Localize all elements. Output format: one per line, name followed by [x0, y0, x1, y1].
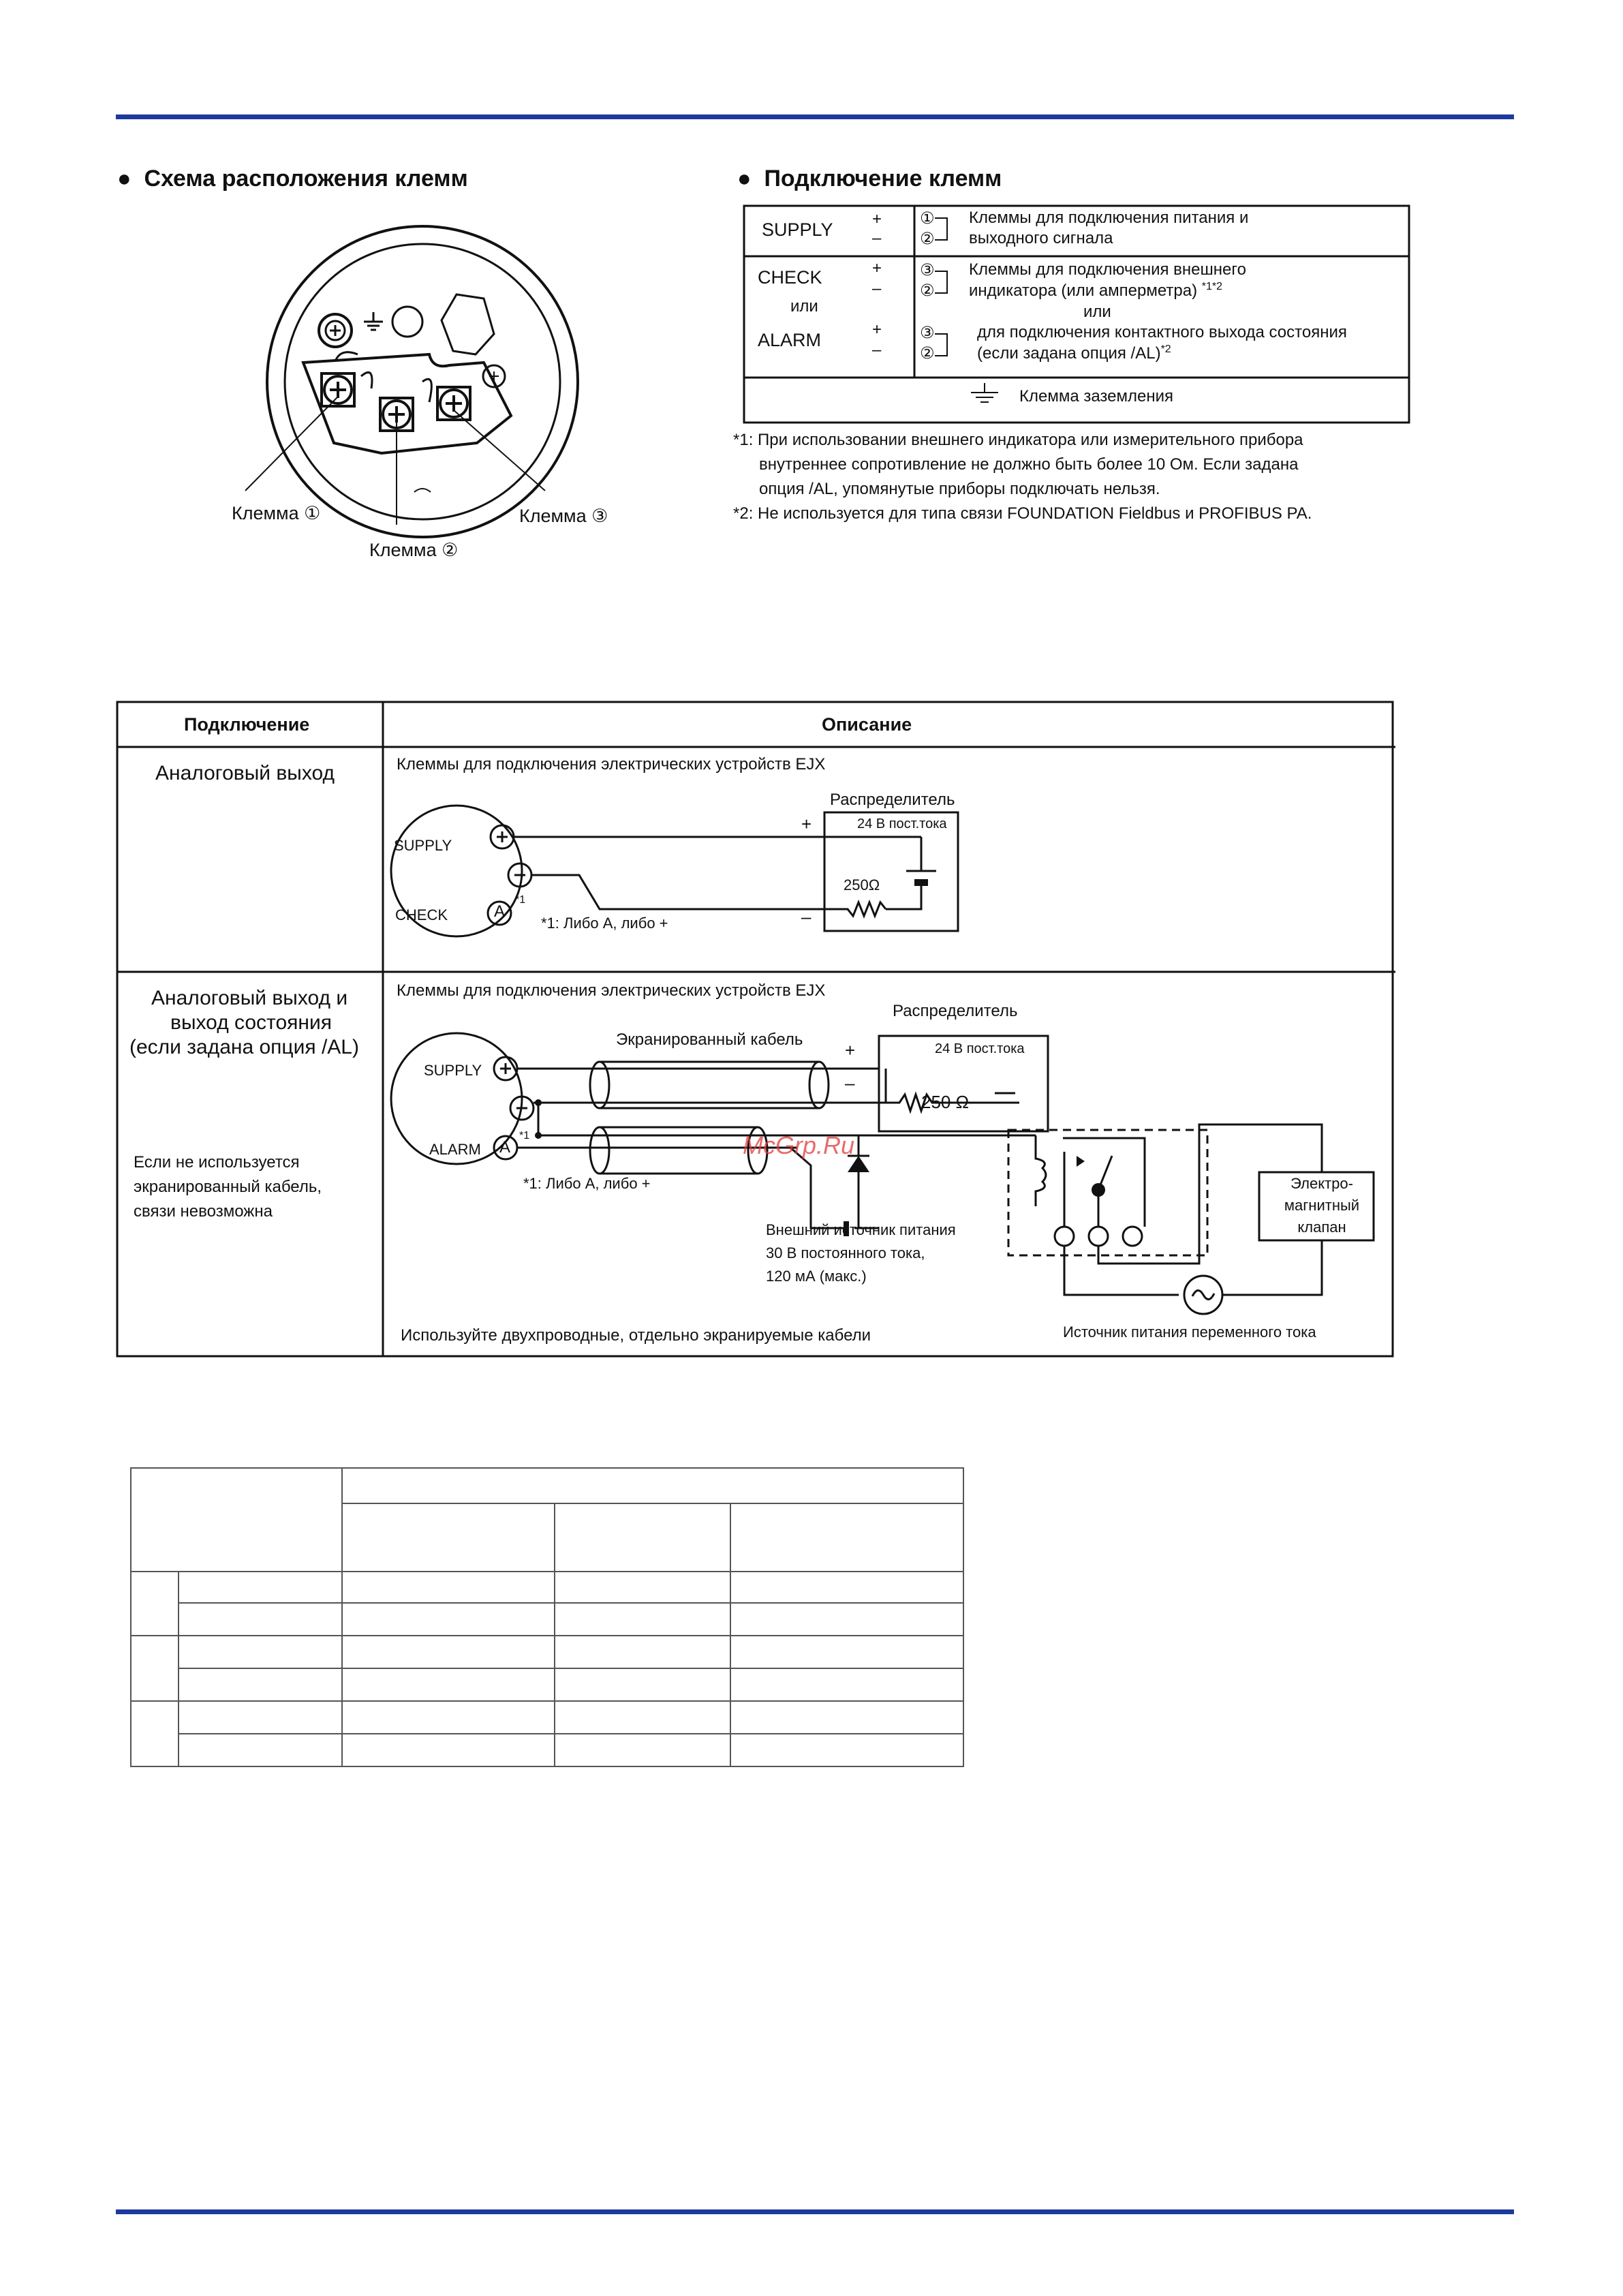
check-desc-1: Клеммы для подключения внешнего: [969, 260, 1246, 279]
top-rule: [116, 114, 1514, 119]
terminal-2-label: Клемма ②: [369, 540, 459, 560]
alarm-desc-1: для подключения контактного выхода состояния: [977, 323, 1347, 341]
row1-note: *1: Либо А, либо +: [541, 915, 668, 932]
layout-section-title: ● Схема расположения клемм: [117, 166, 468, 192]
alarm-plus: +: [872, 320, 882, 339]
supply-desc-1: Клеммы для подключения питания и: [969, 209, 1249, 227]
row2-a-label: A: [499, 1138, 511, 1157]
terminal-1-screw-icon: [322, 373, 354, 406]
row1-supply-label: SUPPLY: [394, 837, 452, 854]
note-2: *2: Не используется для типа связи FOUNDATION Fieldbus и PROFIBUS PA.: [733, 504, 1312, 523]
check-label: CHECK: [758, 267, 822, 288]
alarm-minus: –: [872, 341, 882, 359]
row2-connection-3: (если задана опция /AL): [129, 1036, 359, 1058]
note-1-line-3: опция /AL, упомянутые приборы подключать нельзя.: [759, 480, 1160, 498]
row1-check-label: CHECK: [395, 906, 448, 923]
bottom-rule: [116, 2209, 1514, 2214]
check-or-label: или: [790, 297, 818, 316]
check-terminal-2: ②: [920, 281, 935, 300]
header-description: Описание: [822, 714, 912, 735]
row2-voltage: 24 В пост.тока: [935, 1041, 1025, 1056]
note-1-line-2: внутреннее сопротивление не должно быть более 10 Ом. Если задана: [759, 455, 1299, 474]
empty-grid-table: [129, 1467, 968, 1769]
supply-terminal-2: ②: [920, 230, 935, 248]
ac-source-label: Источник питания переменного тока: [1063, 1323, 1316, 1341]
ground-icon: [971, 383, 998, 402]
row1-resistor: 250Ω: [844, 876, 880, 893]
row1-distributor: Распределитель: [830, 791, 955, 809]
check-terminal-3: ③: [920, 261, 935, 279]
row2-ext-supply-2: 30 В постоянного тока,: [766, 1244, 925, 1261]
terminal-3-screw-icon: [437, 387, 470, 420]
alarm-terminal-2: ②: [920, 344, 935, 363]
row2-distributor: Распределитель: [893, 1002, 1018, 1020]
row1-minus: –: [801, 906, 812, 927]
row2-title: Клеммы для подключения электрических устройств EJX: [397, 981, 826, 1000]
alarm-footnote-ref: *2: [1160, 343, 1171, 355]
header-connection: Подключение: [184, 714, 310, 735]
row2-footer: Используйте двухпроводные, отдельно экранируемые кабели: [401, 1326, 871, 1345]
ground-symbol-icon: [364, 312, 383, 330]
row2-circuit-diagram: [388, 1022, 1383, 1308]
check-plus: +: [872, 259, 882, 277]
supply-label: SUPPLY: [762, 219, 833, 240]
row1-voltage: 24 В пост.тока: [857, 816, 947, 831]
supply-minus: –: [872, 229, 882, 247]
row2-shielded-cable-label: Экранированный кабель: [616, 1030, 803, 1049]
check-desc-2: индикатора (или амперметра) $^{*1*2}$: [969, 281, 1223, 300]
row1-connection: Аналоговый выход: [155, 762, 335, 784]
valve-label-2: магнитный: [1284, 1197, 1360, 1214]
connection-section-title: ● Подключение клемм: [737, 166, 1002, 192]
row2-resistor: 250 Ω: [921, 1092, 970, 1112]
row1-title: Клеммы для подключения электрических устройств EJX: [397, 755, 826, 774]
terminal-3-label: Клемма ③: [519, 506, 608, 526]
valve-label-3: клапан: [1297, 1219, 1346, 1236]
row2-plus: +: [845, 1040, 856, 1060]
alarm-desc-2: (если задана опция /AL)$^{*2}$: [977, 343, 1171, 363]
row2-note: *1: Либо А, либо +: [523, 1175, 651, 1192]
row2-ext-supply-1: Внешний источник питания: [766, 1221, 956, 1238]
relay-coil-icon: [1036, 1135, 1046, 1206]
watermark: McGrp.Ru: [743, 1131, 855, 1159]
row2-minus: –: [845, 1073, 855, 1093]
row2-warning-1: Если не используется: [134, 1153, 300, 1172]
bullet-icon: ●: [117, 166, 144, 192]
row2-ext-supply-3: 120 мА (макс.): [766, 1268, 867, 1285]
row2-supply-label: SUPPLY: [424, 1062, 482, 1079]
ground-screw-icon: [319, 314, 352, 347]
row2-connection-1: Аналоговый выход и: [151, 987, 348, 1009]
row2-warning-3: связи невозможна: [134, 1202, 273, 1221]
supply-plus: +: [872, 210, 882, 228]
alarm-label: ALARM: [758, 330, 822, 350]
note-1-line-1: *1: При использовании внешнего индикатора или измерительного прибора: [733, 431, 1303, 449]
terminal-1-label: Клемма ①: [232, 503, 321, 523]
row1-plus: +: [801, 814, 812, 834]
supply-desc-2: выходного сигнала: [969, 229, 1113, 247]
row2-connection-2: выход состояния: [170, 1011, 332, 1034]
alarm-terminal-3: ③: [920, 324, 935, 342]
row2-warning-2: экранированный кабель,: [134, 1178, 322, 1196]
row1-a-label: A: [494, 902, 506, 921]
row2-footnote-ref: *1: [519, 1130, 530, 1142]
check-footnote-ref: *1*2: [1201, 281, 1223, 292]
ground-terminal-desc: Клемма заземления: [1019, 387, 1174, 405]
row1-footnote-ref: *1: [515, 894, 526, 906]
supply-terminal-1: ①: [920, 209, 935, 228]
check-minus: –: [872, 279, 882, 298]
row2-alarm-label: ALARM: [429, 1141, 481, 1158]
bullet-icon: ●: [737, 166, 764, 192]
valve-label-1: Электро-: [1290, 1175, 1353, 1192]
or-label: или: [1083, 303, 1111, 321]
